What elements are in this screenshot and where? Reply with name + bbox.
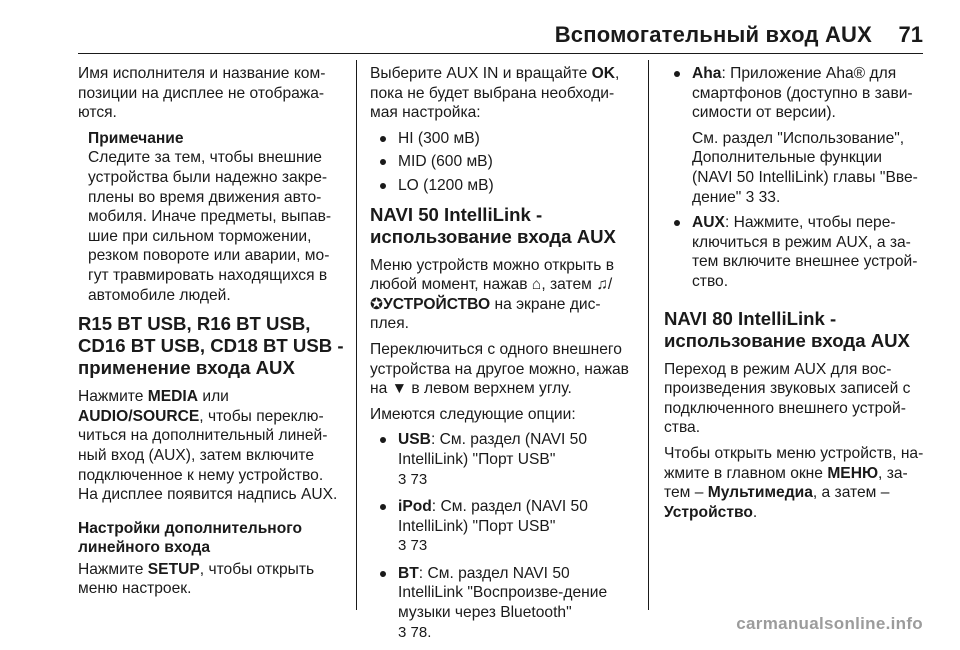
paragraph-intro: Имя исполнителя и название ком-позиции на дисплее не отобража-ются. [78, 65, 326, 122]
options-list-aux [664, 213, 926, 291]
paragraph-switch-device: Переключиться с одного внешнего устройства на другое можно, нажав на ▼ в левом верхнем углу. [370, 340, 629, 398]
subheading-aux-settings: Настройки дополнительного линейного входа [78, 519, 303, 557]
options-list [370, 430, 636, 642]
list-item-ipod: iPod: См. раздел (NAVI 50 IntelliLink) "Порт USB" 3 73 [370, 497, 636, 556]
paragraph-navi80-intro: Переход в режим AUX для вос-произведения звуковых записей с подключенного внешнего устрой-ства. [664, 360, 911, 437]
section-heading-r15: R15 BT USB, R16 BT USB, CD16 BT USB, CD18 BT USB - применение входа AUX [78, 313, 344, 379]
paragraph-options: Имеются следующие опции: [370, 405, 576, 423]
note-box [78, 129, 346, 305]
music-icon: ♫ [596, 276, 608, 294]
home-icon: ⌂ [531, 276, 542, 294]
device-icon: ✪ [370, 295, 384, 313]
list-item-aha: Aha: Приложение Aha® для смартфонов (доступно в зави-симости от версии). [664, 64, 926, 123]
paragraph-navi80-menu: Чтобы открыть меню устройств, на-жмите в главном окне МЕНЮ, за-тем – Мультимедиа, а затем – Устройство. [664, 444, 924, 521]
column-3 [664, 64, 926, 528]
options-list-cont [664, 64, 926, 123]
level-list [370, 129, 636, 196]
note-title: Примечание [88, 129, 184, 147]
watermark: carmanualsonline.info [736, 614, 923, 633]
column-divider-2 [648, 60, 649, 610]
paragraph-aha-ref: См. раздел "Использование", Дополнительные функции (NAVI 50 IntelliLink) главы "Вве-дение" 3 33. [692, 129, 918, 206]
paragraph-device-menu: Меню устройств можно открыть в любой момент, нажав ⌂, затем ♫/ ✪УСТРОЙСТВО на экране дис-плея. [370, 256, 614, 333]
paragraph-setup: Нажмите SETUP, чтобы открыть меню настроек. [78, 560, 315, 598]
list-item: MID (600 мВ) [370, 152, 636, 172]
list-item-aux: AUX: Нажмите, чтобы пере-ключиться в режим AUX, а за-тем включите внешнее устрой-ство. [664, 213, 926, 291]
page-number: 71 [898, 22, 923, 47]
column-1 [78, 64, 346, 605]
page-reference: 3 73 [398, 537, 428, 555]
paragraph-aux-switch: Нажмите MEDIA или AUDIO/SOURCE, чтобы переклю-читься на дополнительный линей-ный вход (AUX), затем включите подключенное к нему устройство. На дисплее появится надпись AUX. [78, 388, 338, 504]
list-item-usb: USB: См. раздел (NAVI 50 IntelliLink) "Порт USB" 3 73 [370, 430, 636, 489]
section-heading-navi80: NAVI 80 IntelliLink - использование входа AUX [664, 307, 910, 351]
column-divider-1 [356, 60, 357, 610]
section-heading-navi50: NAVI 50 IntelliLink - использование входа AUX [370, 203, 616, 247]
list-item: LO (1200 мВ) [370, 176, 636, 196]
list-item-bt: BT: См. раздел NAVI 50 IntelliLink "Воспроизве-дение музыки через Bluetooth" 3 78. [370, 564, 636, 642]
down-arrow-icon: ▼ [391, 380, 408, 398]
page-reference: 3 78. [398, 623, 432, 641]
page-header [0, 0, 960, 52]
note-text: Следите за тем, чтобы внешние устройства были надежно закре-плены во время движения авто-мобиля. Иначе предметы, выпав-шие при сильном торможении, резком повороте или аварии, мо-гут травмировать находящихся в автомобиле людей. [88, 149, 332, 304]
paragraph-aux-in: Выберите AUX IN и вращайте OK, пока не будет выбрана необходи-мая настройка: [370, 65, 620, 122]
header-rule [78, 53, 923, 54]
page-reference: 3 73 [398, 470, 428, 488]
column-2 [370, 64, 636, 650]
list-item: HI (300 мВ) [370, 129, 636, 149]
page-title: Вспомогательный вход AUX [554, 22, 872, 47]
